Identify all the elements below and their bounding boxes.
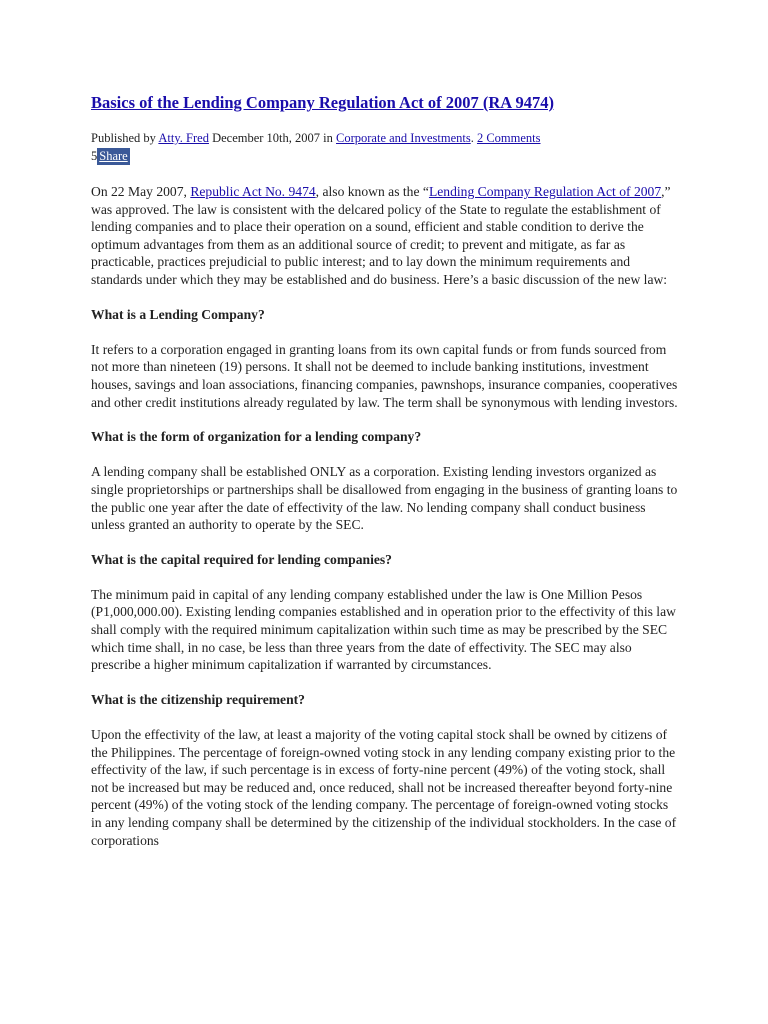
comments-link[interactable]: 2 Comments [476,131,541,145]
article-meta [91,130,681,147]
share-count: 5 [91,149,98,163]
section-heading-lending-company: What is a Lending Company? [91,306,265,322]
section-text-capital: The minimum paid in capital of any lending company established under the law is One Million Pesos (P1,000,000.00). Existing lending companies established and in operation prior to the effectivity of this law shall comply with the required minimum capitalization within such time as may be prescribed by the SEC which time shall, in no case, be less than three years from the date of effectivity. The SEC may also prescribe a higher minimum capitalization if warranted by circumstances. [91,586,676,673]
share-button[interactable]: Share [99,149,128,163]
meta-separator: . [470,131,477,145]
republic-act-link[interactable]: Republic Act No. 9474 [190,184,316,199]
category-link[interactable]: Corporate and Investments [336,131,471,145]
section-text-organization-form: A lending company shall be established ONLY as a corporation. Existing lending investors organized as single proprietorships or partnerships shall be disallowed from engaging in the business of granting loans to the public one year after the date of effectivity of the law. No lending company shall conduct business unless granted an authority to operate by the SEC. [91,464,678,533]
published-by-label: Published by [91,131,159,145]
intro-text-2: , also known as the “ [315,184,429,199]
article-title[interactable]: Basics of the Lending Company Regulation Act of 2007 (RA 9474) [91,93,554,112]
section-heading-organization-form: What is the form of organization for a lending company? [91,429,422,445]
article [91,92,681,866]
lending-act-link[interactable]: Lending Company Regulation Act of 2007 [428,184,662,199]
section-text-lending-company: It refers to a corporation engaged in granting loans from its own capital funds or from funds sourced from not more than nineteen (19) persons. It shall not be deemed to include banking institutions, investment houses, savings and loan associations, financing companies, pawnshops, insurance companies, cooperatives and other credit institutions already regulated by law. The term shall be synonymous with lending investors. [91,341,678,410]
section-heading-citizenship: What is the citizenship requirement? [91,692,305,708]
intro-paragraph [91,183,681,289]
intro-text-1: On 22 May 2007, [91,184,191,199]
section-heading-capital: What is the capital required for lending companies? [91,551,392,567]
article-body [91,183,681,849]
intro-text-3: ,” was approved. The law is consistent with the delcared policy of the State to regulate the establishment of lending companies and to place their operation on a sound, efficient and stable condition to derive the optimum advantages from them as an additional source of credit; to prevent and mitigate, as far as practicable, practices prejudicial to public interest; and to lay down the minimum requirements and standards under which they may be established and do business. Here’s a basic discussion of the new law: [91,184,671,287]
author-link[interactable]: Atty. Fred [158,131,209,145]
publish-date: December 10th, 2007 in [208,131,337,145]
share-row [91,147,681,166]
section-text-citizenship: Upon the effectivity of the law, at least a majority of the voting capital stock shall be owned by citizens of the Philippines. The percentage of foreign-owned voting stock in any lending company existing prior to the effectivity of the law, if such percentage is in excess of forty-nine percent (49%) of the voting stock, shall not be increased but may be reduced and, once reduced, shall not be increased thereafter beyond forty-nine percent (49%) of the voting stock of the lending company. The percentage of foreign-owned voting stocks in any lending company shall be determined by the citizenship of the individual stockholders. In the case of corporations [91,727,677,848]
